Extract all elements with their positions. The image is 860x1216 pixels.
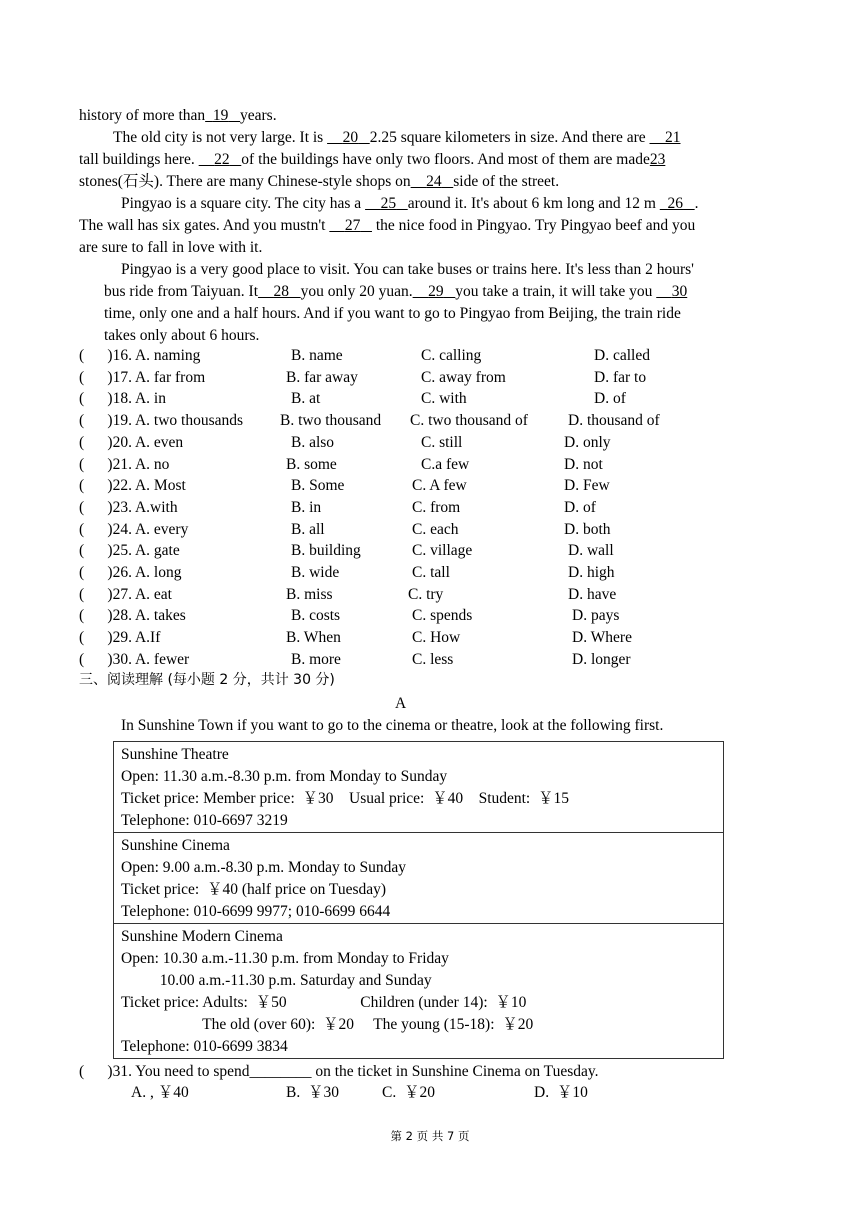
passage-line-10: time, only one and a half hours. And if you want to go to Pingyao from Beijing, the train ride [104,305,681,322]
option-b: B. name [291,347,343,364]
blank-23: 23 [649,151,666,168]
question-stem: ( )23. A.with [79,498,178,516]
option-b: B. wide [291,564,340,581]
question-stem: ( )20. A. even [79,433,184,451]
ad-line: Telephone: 010-6699 9977; 010-6699 6644 [121,903,391,920]
question-stem: ( )26. A. long [79,564,182,581]
option-b: B. in [291,498,322,516]
option-d: D. of [594,390,626,408]
blank-27: 27 [344,217,361,234]
option-b: B. some [286,455,337,473]
question-stem: ( )29. A.If [79,629,161,647]
q31-option-a: A. , ￥40 [131,1084,189,1101]
text: 2.25 square kilometers in size. And there are [369,129,650,146]
ad-line: Sunshine Modern Cinema [121,928,283,945]
passage-line-8: Pingyao is a very good place to visit. You can take buses or trains here. It's less than 2 hours' [121,261,694,278]
question-stem: ( )25. A. gate [79,542,180,560]
page-footer: 第 2 页 共 7 页 [390,1129,470,1143]
cinema-info-table [113,741,724,1059]
option-b: B. costs [291,607,341,625]
ad-line: Ticket price: ￥40 (half price on Tuesday) [121,881,387,898]
ad-line: Ticket price: Adults: ￥50 Children (under 14): ￥10 [121,994,527,1011]
option-d: D. thousand of [568,412,660,430]
option-b: B. miss [286,585,333,603]
option-c: C. still [421,433,463,451]
option-b: B. When [286,629,341,647]
option-c: C. village [412,542,473,560]
text: you take a train, it will take you [455,283,657,300]
blank-30: 30 [671,283,688,300]
reading-intro: In Sunshine Town if you want to go to the cinema or theatre, look at the following first. [121,717,664,734]
option-c: C. from [412,498,461,516]
text: of the buildings have only two floors. And most of them are made [241,151,650,168]
option-d: D. only [564,433,611,451]
option-c: C. calling [421,347,482,364]
blank-26: 26 [667,195,684,212]
ad-line: Sunshine Cinema [121,837,230,854]
q31-option-b: B. ￥30 [286,1084,339,1101]
question-stem: ( )28. A. takes [79,607,186,625]
passage-line-2 [113,128,681,148]
option-b: B. also [291,433,335,451]
text: Pingyao is a square city. The city has a [121,195,366,212]
option-c: C. How [412,629,461,647]
part-label: A [395,695,407,712]
option-b: B. far away [286,368,358,386]
passage-line-6 [79,216,695,236]
ad-line: The old (over 60): ￥20 The young (15-18): ￥20 [121,1016,534,1033]
option-b: B. building [291,542,361,560]
option-d: D. both [564,520,611,538]
ad-line: 10.00 a.m.-11.30 p.m. Saturday and Sunday [121,972,432,989]
table-row [114,742,724,833]
ad-line: Open: 9.00 a.m.-8.30 p.m. Monday to Sunday [121,859,407,876]
option-c: C. try [408,585,444,603]
table-row [114,833,724,924]
option-d: D. of [564,498,596,516]
blank-25: 25 [380,195,397,212]
blank-19: 19 [212,107,229,124]
ad-line: Ticket price: Member price: ￥30 Usual price: ￥40 Student: ￥15 [121,790,569,807]
option-d: D. have [568,585,617,603]
blank-29: 29 [428,283,444,300]
text: The wall has six gates. And you mustn't [79,217,330,234]
option-d: D. high [568,564,615,581]
option-c: C. less [412,650,454,668]
ad-cell-theatre [114,742,724,833]
option-d: D. pays [572,607,620,625]
option-d: D. far to [594,368,647,386]
ad-line: Telephone: 010-6697 3219 [121,812,288,829]
option-b: B. two thousand [280,412,382,430]
blank-22: 22 [214,151,230,168]
option-c: C.a few [421,455,470,473]
question-stem: ( )21. A. no [79,455,170,473]
option-b: B. all [291,520,325,538]
passage-line-4 [79,172,559,192]
text: you only 20 yuan. [300,283,413,300]
passage-line-5: Pingyao is a square city. The city has a 25 around it. It's about 6 km long and 12 m 26 . [121,195,699,212]
option-d: D. Where [572,629,632,647]
text: around it. It's about 6 km long and 12 m [407,195,660,212]
question-stem: ( )24. A. every [79,520,189,538]
text: The old city is not very large. It is [113,129,328,146]
blank-28: 28 [273,283,290,300]
question-stem: ( )16. A. naming [79,347,201,364]
question-stem: ( )27. A. eat [79,585,172,603]
passage-line-7: are sure to fall in love with it. [79,239,263,256]
text: the nice food in Pingyao. Try Pingyao beef and you [371,217,696,234]
option-c: C. A few [412,477,467,495]
question-31-stem: ( )31. You need to spend________ on the ticket in Sunshine Cinema on Tuesday. [79,1063,599,1080]
text: years. [240,107,277,124]
option-b: B. Some [291,477,345,495]
option-c: C. spends [412,607,473,625]
option-d: D. called [594,347,650,364]
option-b: B. more [291,650,341,668]
q31-option-c: C. ￥20 [382,1084,435,1101]
passage-line-1 [79,106,277,126]
ad-line: Open: 11.30 a.m.-8.30 p.m. from Monday to Sunday [121,768,448,785]
passage-line-3 [79,150,665,170]
ad-line: Open: 10.30 a.m.-11.30 p.m. from Monday to Friday [121,950,449,967]
ad-line: Sunshine Theatre [121,746,229,763]
blank-20: 20 [342,129,359,146]
blank-21: 21 [665,129,681,146]
ad-cell-cinema [114,833,724,924]
text: bus ride from Taiyuan. It [104,283,259,300]
text: tall buildings here. [79,151,199,168]
q31-option-d: D. ￥10 [534,1084,588,1101]
option-c: C. tall [412,564,450,581]
text: side of the street. [453,173,560,190]
text: history of more than [79,107,206,124]
option-c: C. each [412,520,459,538]
question-stem: ( )17. A. far from [79,368,206,386]
ad-line: Telephone: 010-6699 3834 [121,1038,288,1055]
table-row [114,924,724,1059]
option-d: D. wall [568,542,614,560]
option-c: C. away from [421,368,506,386]
option-b: B. at [291,390,321,408]
text: stones(石头). There are many Chinese-style shops on [79,173,411,190]
option-d: D. not [564,455,603,473]
passage-line-9 [104,282,687,302]
section-title: 三、阅读理解 (每小题 2 分，共计 30 分) [79,672,335,688]
ad-cell-modern-cinema [114,924,724,1059]
option-d: D. Few [564,477,610,495]
question-stem: ( )19. A. two thousands [79,412,244,430]
option-c: C. two thousand of [410,412,528,430]
question-stem: ( )22. A. Most [79,477,186,495]
option-d: D. longer [572,650,631,668]
passage-line-11: takes only about 6 hours. [104,327,260,344]
blank-24: 24 [426,173,442,190]
option-c: C. with [421,390,467,408]
question-stem: ( )18. A. in [79,390,166,408]
question-stem: ( )30. A. fewer [79,650,190,668]
